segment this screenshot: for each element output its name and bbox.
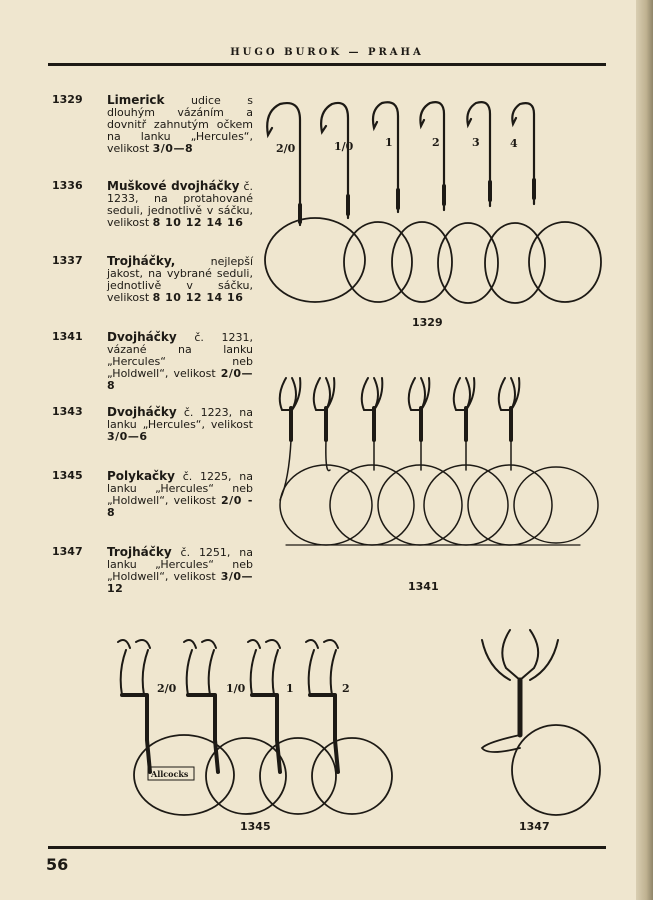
- figure-1329-hooks: [265, 102, 601, 303]
- hook-size-label: 4: [510, 137, 518, 150]
- item-size: 3/0—8: [152, 142, 194, 155]
- figure-label: 1329: [412, 316, 443, 329]
- item-number: 1336: [52, 179, 83, 192]
- item-size: 2/0—8: [107, 367, 254, 392]
- page-number: 56: [46, 855, 69, 874]
- hook-illustration: [248, 640, 336, 814]
- item-number: 1337: [52, 254, 83, 267]
- item-number: 1347: [52, 545, 83, 558]
- item-size: 2/0 - 8: [107, 494, 253, 519]
- item-text: č. 1225, na lanku „Hercules“ neb „Holdwell“,: [107, 470, 253, 507]
- header-title: HUGO BUROK — PRAHA: [230, 47, 424, 58]
- figure-label: 1347: [519, 820, 550, 833]
- item-number: 1343: [52, 405, 83, 418]
- figure-1345-hooks: [118, 640, 392, 815]
- item-text: č. 1233, na protahované seduli, jednotlivě v sáčku,: [107, 180, 254, 217]
- hook-size-label: 2: [432, 136, 440, 149]
- hook-size-label: 1: [286, 682, 294, 695]
- size-label: velikost: [107, 291, 153, 304]
- size-label: velikost: [173, 494, 222, 507]
- item-name: Muškové dvojháčky: [107, 179, 240, 193]
- hook-illustration: [512, 103, 601, 302]
- item-number: 1329: [52, 93, 83, 106]
- item-name: Trojháčky,: [107, 254, 176, 268]
- item-text: udice s dlouhým vázáním a dovnitř zahnutým očkem na lanku „Hercules“,: [107, 94, 253, 143]
- item-text: č. 1223, na lanku „Hercules“,: [107, 406, 253, 431]
- item-text: č. 1231, vázané na lanku „Hercules“ neb „Holdwell“,: [107, 331, 253, 380]
- hook-size-label: 1: [385, 136, 393, 149]
- item-size: 3/0—12: [107, 570, 254, 595]
- item-number: 1345: [52, 469, 83, 482]
- hook-illustration: [184, 640, 286, 814]
- hook-illustration: [499, 378, 598, 543]
- hook-illustration: [314, 378, 414, 545]
- hook-illustration: [454, 378, 552, 545]
- size-label: velikost: [107, 216, 153, 229]
- size-label: velikost: [173, 367, 221, 380]
- footer-rule: [48, 846, 606, 849]
- item-text: č. 1251, na lanku „Hercules“ neb „Holdwell“,: [107, 546, 253, 583]
- size-label: velikost: [210, 418, 253, 431]
- hook-illustration: [373, 102, 452, 302]
- hook-size-label: 2/0: [157, 682, 177, 695]
- item-name: Dvojháčky: [107, 330, 177, 344]
- item-name: Trojháčky: [107, 545, 172, 559]
- hook-illustration: [306, 640, 392, 814]
- size-label: velikost: [173, 570, 221, 583]
- figure-1341-hooks: [280, 378, 598, 545]
- figure-label: 1341: [408, 580, 439, 593]
- hook-size-label: 3: [472, 136, 480, 149]
- item-name: Polykačky: [107, 469, 175, 483]
- hook-size-label: 2/0: [276, 142, 296, 155]
- item-number: 1341: [52, 330, 83, 343]
- item-text: nejlepší jakost, na vybrané seduli, jednotlivě v sáčku,: [107, 255, 253, 292]
- item-size: 8 10 12 14 16: [152, 291, 244, 304]
- brand-label: Allcocks: [151, 769, 189, 779]
- hook-size-label: 1/0: [226, 682, 246, 695]
- item-size: 8 10 12 14 16: [152, 216, 244, 229]
- item-name: Limerick: [107, 93, 165, 107]
- item-size: 3/0—6: [107, 430, 148, 443]
- figure-1347-hook: [482, 630, 600, 815]
- size-label: velikost: [107, 142, 153, 155]
- hook-size-label: 1/0: [334, 140, 354, 153]
- figure-label: 1345: [240, 820, 271, 833]
- item-name: Dvojháčky: [107, 405, 177, 419]
- hook-size-label: 2: [342, 682, 350, 695]
